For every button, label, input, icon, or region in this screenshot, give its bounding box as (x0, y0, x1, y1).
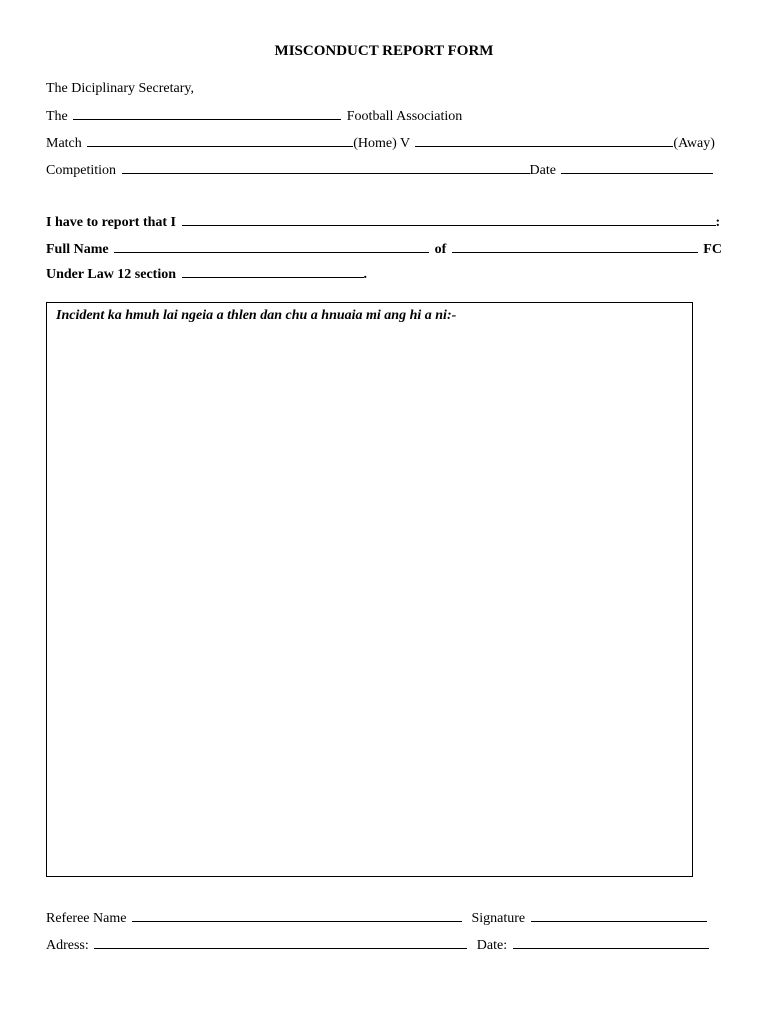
address-date-label: Date: (476, 938, 508, 953)
association-prefix: The (46, 109, 68, 124)
association-suffix: Football Association (346, 109, 463, 124)
away-team-field[interactable] (415, 132, 673, 147)
law-label: Under Law 12 section (46, 267, 177, 282)
full-name-label: Full Name (46, 242, 109, 257)
away-label: (Away) (673, 136, 715, 151)
referee-name-label: Referee Name (46, 911, 127, 926)
home-label: (Home) V (353, 136, 410, 151)
signature-field[interactable] (531, 907, 707, 922)
report-colon: : (715, 215, 721, 230)
address-field[interactable] (94, 934, 467, 949)
form-title: MISCONDUCT REPORT FORM (274, 43, 494, 59)
competition-field[interactable] (122, 159, 530, 174)
referee-line (46, 907, 709, 927)
association-name-field[interactable] (73, 105, 341, 120)
competition-line (46, 159, 715, 179)
competition-label: Competition (46, 163, 116, 178)
of-label: of (434, 242, 447, 257)
report-label: I have to report that I (46, 215, 177, 230)
club-field[interactable] (452, 238, 698, 253)
law-section-field[interactable] (182, 263, 364, 278)
address-date-field[interactable] (513, 934, 709, 949)
competition-date-label: Date (529, 163, 556, 178)
incident-label: Incident ka hmuh lai ngeia a thlen dan chu a hnuaia mi ang hi a ni:- (56, 308, 457, 323)
fc-label: FC (703, 242, 722, 257)
signature-label: Signature (471, 911, 526, 926)
address-label: Adress: (46, 938, 89, 953)
address-line (46, 934, 711, 954)
incident-box[interactable] (46, 302, 693, 877)
association-line (46, 105, 462, 125)
referee-name-field[interactable] (132, 907, 462, 922)
match-line (46, 132, 715, 152)
competition-date-field[interactable] (561, 159, 713, 174)
addressee-line: The Diciplinary Secretary, (46, 81, 194, 96)
full-name-line (46, 238, 722, 258)
report-line (46, 211, 720, 231)
law-period: . (363, 267, 368, 282)
law-line (46, 263, 367, 283)
match-label: Match (46, 136, 82, 151)
report-field[interactable] (182, 211, 716, 226)
full-name-field[interactable] (114, 238, 429, 253)
home-team-field[interactable] (87, 132, 353, 147)
